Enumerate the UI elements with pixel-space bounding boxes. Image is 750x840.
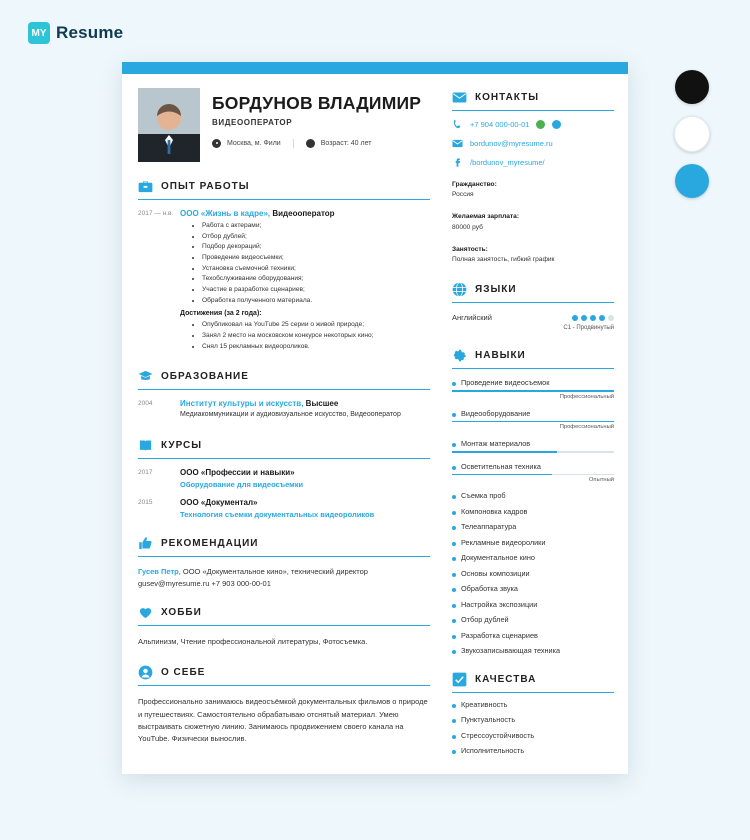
skill-name: Обработка звука [461,584,518,594]
course-item [138,498,430,519]
list-item: • Подбор декораций; [202,242,430,253]
check-icon [452,672,467,687]
info-salary [452,212,614,232]
section-title: ОБРАЗОВАНИЕ [161,371,249,383]
info-employment [452,245,614,265]
experience-bullets [180,221,430,306]
section-header [452,90,614,111]
user-icon [138,665,153,680]
left-column [122,74,442,774]
bullet-icon [452,557,456,561]
course-subject: Технология съемки документальных видеороликов [180,509,375,519]
skill-name: Звукозаписывающая техника [461,646,561,656]
section-education [138,369,430,421]
experience-item [138,209,430,352]
contact-social: /bordunov_myresume/ [470,158,545,167]
color-palette[interactable] [674,70,710,198]
info-value: 80000 руб [452,223,483,231]
language-item [452,313,614,322]
skill-name: Проведение видеосъемок [461,378,550,388]
skill-rated [452,439,614,453]
section-header [138,605,430,626]
skill-rated [452,378,614,400]
list-item [452,715,614,724]
quality-name: Стрессоустойчивость [461,730,535,740]
list-item: • Работа с актерами; [202,221,430,232]
course-name: ООО «Документал» [180,497,258,507]
recommendation-description: , ООО «Документальное кино», технический директор [178,566,368,576]
section-about [138,665,430,746]
swatch-white[interactable] [674,116,710,152]
info-label: Гражданство: [452,181,497,188]
skill-rated [452,409,614,431]
candidate-age: Возраст: 40 лет [320,140,372,148]
course-date: 2015 [138,498,153,506]
section-qualities [452,672,614,755]
section-title: НАВЫКИ [475,350,526,362]
bullet-icon [452,542,456,546]
list-item [452,553,614,562]
candidate-location: Москва, м. Фили [227,140,281,148]
education-institution-line [180,399,430,408]
section-title: КОНТАКТЫ [475,92,540,103]
envelope-icon [452,90,467,105]
swatch-black[interactable] [675,70,709,104]
skill-name: Монтаж материалов [461,439,531,449]
language-name: Английский [452,313,492,323]
skill-level: Профессиональный [559,393,614,400]
language-rating [572,315,614,321]
section-header [138,369,430,390]
section-title: РЕКОМЕНДАЦИИ [161,537,259,549]
bullet-icon [452,495,456,499]
course-date: 2017 [138,468,153,476]
skill-name: Настройка экспозиции [461,599,538,609]
experience-company-line [180,209,430,218]
sheet-top-bar [122,62,628,74]
section-title: КАЧЕСТВА [475,674,537,686]
section-languages [452,282,614,331]
right-column [442,74,628,774]
swatch-blue[interactable] [675,164,709,198]
skill-name: Разработка сценариев [461,630,538,640]
section-title: ЯЗЫКИ [475,284,517,296]
course-item [138,468,430,489]
heart-icon [138,605,153,620]
recommendation-contacts: gusev@myresume.ru +7 903 000-00-01 [138,578,271,588]
section-title: О СЕБЕ [161,667,206,679]
globe-icon [452,282,467,297]
skill-bar [452,451,614,453]
logo-badge: MY [28,22,50,44]
briefcase-icon [138,179,153,194]
achievements-title: Достижения (за 2 года): [180,310,262,318]
section-header [138,536,430,557]
facebook-icon [452,157,463,168]
graduation-cap-icon [138,369,153,384]
skill-bar [452,390,614,392]
book-icon [138,438,153,453]
bullet-icon [452,526,456,530]
section-header [452,282,614,303]
section-header [138,179,430,200]
list-item [452,507,614,516]
quality-name: Креативность [461,699,508,709]
section-skills [452,348,614,655]
bullet-icon [452,635,456,639]
list-item [452,569,614,578]
contact-phone-row[interactable] [452,119,614,130]
list-item [452,646,614,655]
contact-phone: +7 904 000-00-01 [470,120,530,129]
skill-name: Рекламные видеоролики [461,537,546,547]
section-header [452,348,614,369]
skill-bar [452,474,614,476]
list-item [452,491,614,500]
list-item [452,522,614,531]
list-item [452,631,614,640]
bullet-icon [452,511,456,515]
section-header [138,665,430,686]
section-title: КУРСЫ [161,439,203,451]
section-contacts [452,90,614,265]
quality-name: Исполнительность [461,746,525,756]
section-title: ХОББИ [161,606,202,618]
mail-icon [452,138,463,149]
list-item: • Техобслуживание оборудования; [202,274,430,285]
education-date: 2004 [138,400,153,408]
location-pin-icon [212,139,221,148]
skill-bar [452,421,614,423]
list-item: • Проведение видеосъемки; [202,253,430,264]
section-experience [138,179,430,352]
info-value: Полная занятость, гибкий график [452,256,555,264]
hobby-text: Альпинизм, Чтение профессиональной литературы, Фотосъемка. [138,636,368,646]
experience-company: ООО «Жизнь в кадре», [180,209,271,218]
quality-name: Пунктуальность [461,715,516,725]
contact-social-row[interactable] [452,157,614,168]
list-item: • Отбор дублей; [202,232,430,243]
bullet-icon [452,704,456,708]
candidate-meta [212,139,421,148]
gear-icon [452,348,467,363]
site-logo[interactable] [28,22,123,44]
logo-text: Resume [56,23,124,42]
about-text: Профессионально занимаюсь видеосъёмкой документальных фильмов о природе и путешествиях. Самостоятельно обрабатываю отснятый материал. Умею выстраивать сюжетную линию. Занимаюсь продвижением своего канала на YouTube. Физически вынослив. [138,697,428,744]
list-item: • Участие в разработке сценариев; [202,285,430,296]
skill-level: Профессиональный [559,424,614,431]
skill-name: Основы композиции [461,568,530,578]
whatsapp-icon[interactable] [536,120,545,129]
skill-rated [452,462,614,484]
candidate-role: ВИДЕООПЕРАТОР [212,118,293,128]
experience-position: Видеооператор [270,209,335,218]
list-item [452,615,614,624]
recommendation-line [138,567,430,576]
section-hobby [138,605,430,648]
skill-name: Документальное кино [461,553,535,563]
list-item: • Занял 2 место на московском конкурсе некоторых кино; [202,331,430,342]
list-item [452,731,614,740]
list-item [452,746,614,755]
bullet-icon [452,735,456,739]
education-degree: Высшее [303,399,339,409]
course-subject: Оборудование для видеосъемки [180,479,304,489]
education-details: Медиакоммуникации и аудиовизуальное искусство, Видеооператор [180,411,401,419]
bullet-icon [452,413,456,417]
bullet-icon [452,466,456,470]
info-label: Желаемая зарплата: [452,213,520,221]
bullet-icon [452,382,456,386]
skill-name: Осветительная техника [461,461,541,471]
bullet-icon [452,750,456,754]
list-item [452,700,614,709]
skill-level: Опытный [588,477,614,484]
skill-name: Компоновка кадров [461,506,528,516]
education-institution: Институт культуры и искусств, [180,399,304,409]
phone-icon [452,119,463,130]
contact-email: bordunov@myresume.ru [470,139,553,148]
skill-name: Отбор дублей [461,615,509,625]
list-item [452,584,614,593]
skill-name: Съемка проб [461,491,506,501]
bullet-icon [452,619,456,623]
list-item: • Опубликовал на YouTube 25 серии о живой природе; [202,320,430,331]
telegram-icon[interactable] [552,120,561,129]
resume-sheet [122,62,628,774]
education-item [138,399,430,421]
candidate-name: БОРДУНОВ ВЛАДИМИР [212,93,422,113]
list-item [452,600,614,609]
thumbs-up-icon [138,536,153,551]
skill-name: Видеооборудование [461,408,531,418]
bullet-icon [452,443,456,447]
section-header [452,672,614,693]
contact-email-row[interactable] [452,138,614,149]
section-recommendations [138,536,430,588]
section-header [138,438,430,459]
course-name: ООО «Профессии и навыки» [180,467,295,477]
age-icon [306,139,315,148]
achievements-bullets [180,320,430,352]
bullet-icon [452,588,456,592]
bullet-icon [452,573,456,577]
info-citizenship [452,180,614,200]
meta-divider [293,139,294,148]
section-title: ОПЫТ РАБОТЫ [161,181,250,192]
experience-date: 2017 — н.в. [138,210,174,217]
info-label: Занятость: [452,245,488,253]
list-item [452,538,614,547]
avatar [138,88,200,162]
bullet-icon [452,650,456,654]
list-item: • Снял 15 рекламных видеороликов. [202,342,430,353]
resume-header [138,88,430,162]
list-item: • Установка съемочной техники; [202,264,430,275]
info-value: Россия [452,191,474,199]
section-courses [138,438,430,519]
bullet-icon [452,719,456,723]
skill-name: Телеаппаратура [461,522,517,532]
recommendation-person: Гусев Петр [138,566,179,576]
language-level: C1 - Продвинутый [563,325,614,332]
bullet-icon [452,604,456,608]
list-item: • Обработка полученного материала. [202,296,430,307]
